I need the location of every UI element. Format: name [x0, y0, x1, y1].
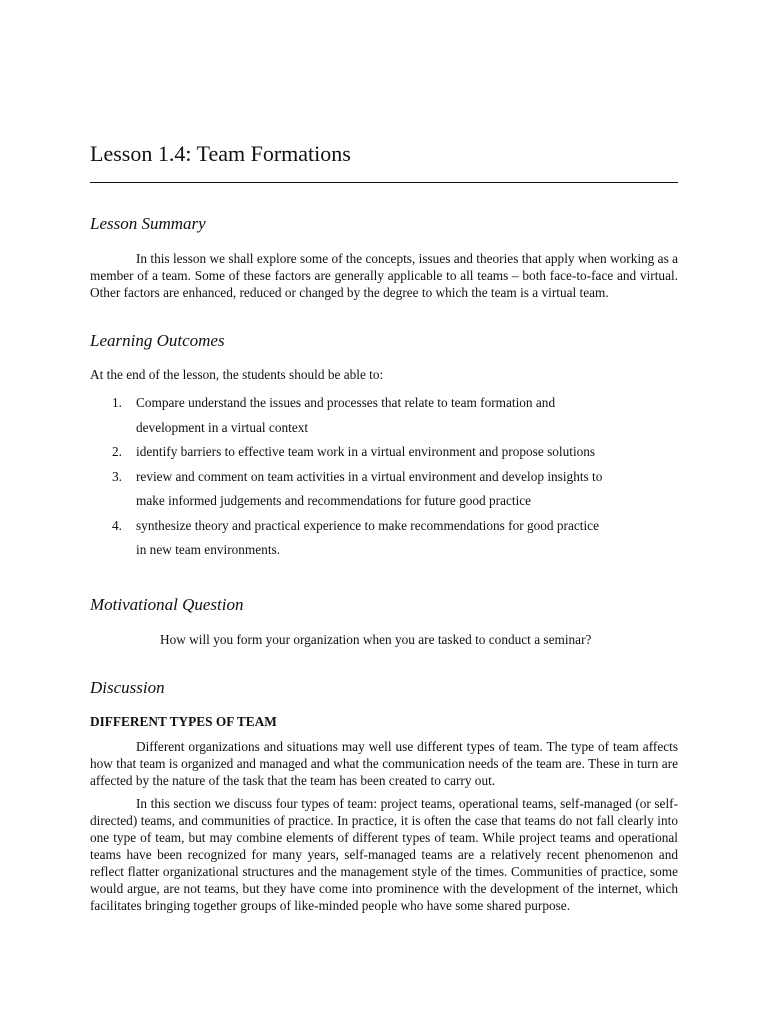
list-item-number: 3.: [112, 468, 122, 484]
discussion-heading: Discussion: [90, 678, 165, 697]
list-item: [90, 465, 650, 514]
list-item-line: Compare understand the issues and processes that relate to team formation and: [136, 395, 556, 410]
learning-outcomes-list: [90, 391, 650, 563]
list-item-number: 2.: [112, 444, 122, 459]
discussion-paragraph: Different organizations and situations may well use different types of team. The type of team affects how that team is organized and managed and what the communication needs of the team are. These in turn are affected by the nature of the task that the team has been created to carry out.: [90, 739, 678, 788]
lesson-summary-heading: Lesson Summary: [90, 214, 206, 233]
list-item: [90, 391, 650, 440]
list-item: [90, 440, 650, 465]
list-item-line: make informed judgements and recommendations for future good practice: [136, 493, 532, 508]
list-item-line: identify barriers to effective team work in a virtual environment and propose solutions: [136, 444, 596, 459]
list-item-line: in new team environments.: [136, 542, 281, 557]
lesson-summary-text: In this lesson we shall explore some of the concepts, issues and theories that apply when working as a member of a team. Some of these factors are generally applicable to all teams – both face-to-face and virtual. Other factors are enhanced, reduced or changed by the degree to which the team is a virtual team.: [90, 251, 678, 300]
page-title: Lesson 1.4: Team Formations: [90, 141, 351, 166]
list-item-number: 4.: [112, 517, 122, 533]
learning-outcomes-intro: At the end of the lesson, the students should be able to:: [90, 367, 384, 382]
motivational-question-heading: Motivational Question: [90, 595, 244, 614]
list-item-line: synthesize theory and practical experience to make recommendations for good practice: [136, 517, 599, 533]
list-item: [90, 514, 650, 563]
list-item-line: development in a virtual context: [136, 419, 309, 435]
learning-outcomes-heading: Learning Outcomes: [90, 331, 225, 350]
discussion-subheading: DIFFERENT TYPES OF TEAM: [90, 714, 277, 729]
list-item-number: 1.: [112, 395, 122, 410]
motivational-question-text: How will you form your organization when you are tasked to conduct a seminar?: [160, 632, 592, 647]
list-item-line: review and comment on team activities in a virtual environment and develop insights to: [136, 468, 603, 484]
discussion-paragraph: In this section we discuss four types of team: project teams, operational teams, self-managed (or self-directed) teams, and communities of practice. In practice, it is often the case that teams do not fall clearly into one type of team, but may combine elements of different types of team. While project teams and operational teams have been recognized for many years, self-managed teams are a relatively recent phenomenon and reflect flatter organizational structures and the management style of the times. Communities of practice, some would argue, are not teams, but they have come into prominence with the development of the internet, which facilitates bringing together groups of like-minded people who have some shared purpose.: [90, 796, 678, 913]
title-divider: [90, 182, 678, 183]
